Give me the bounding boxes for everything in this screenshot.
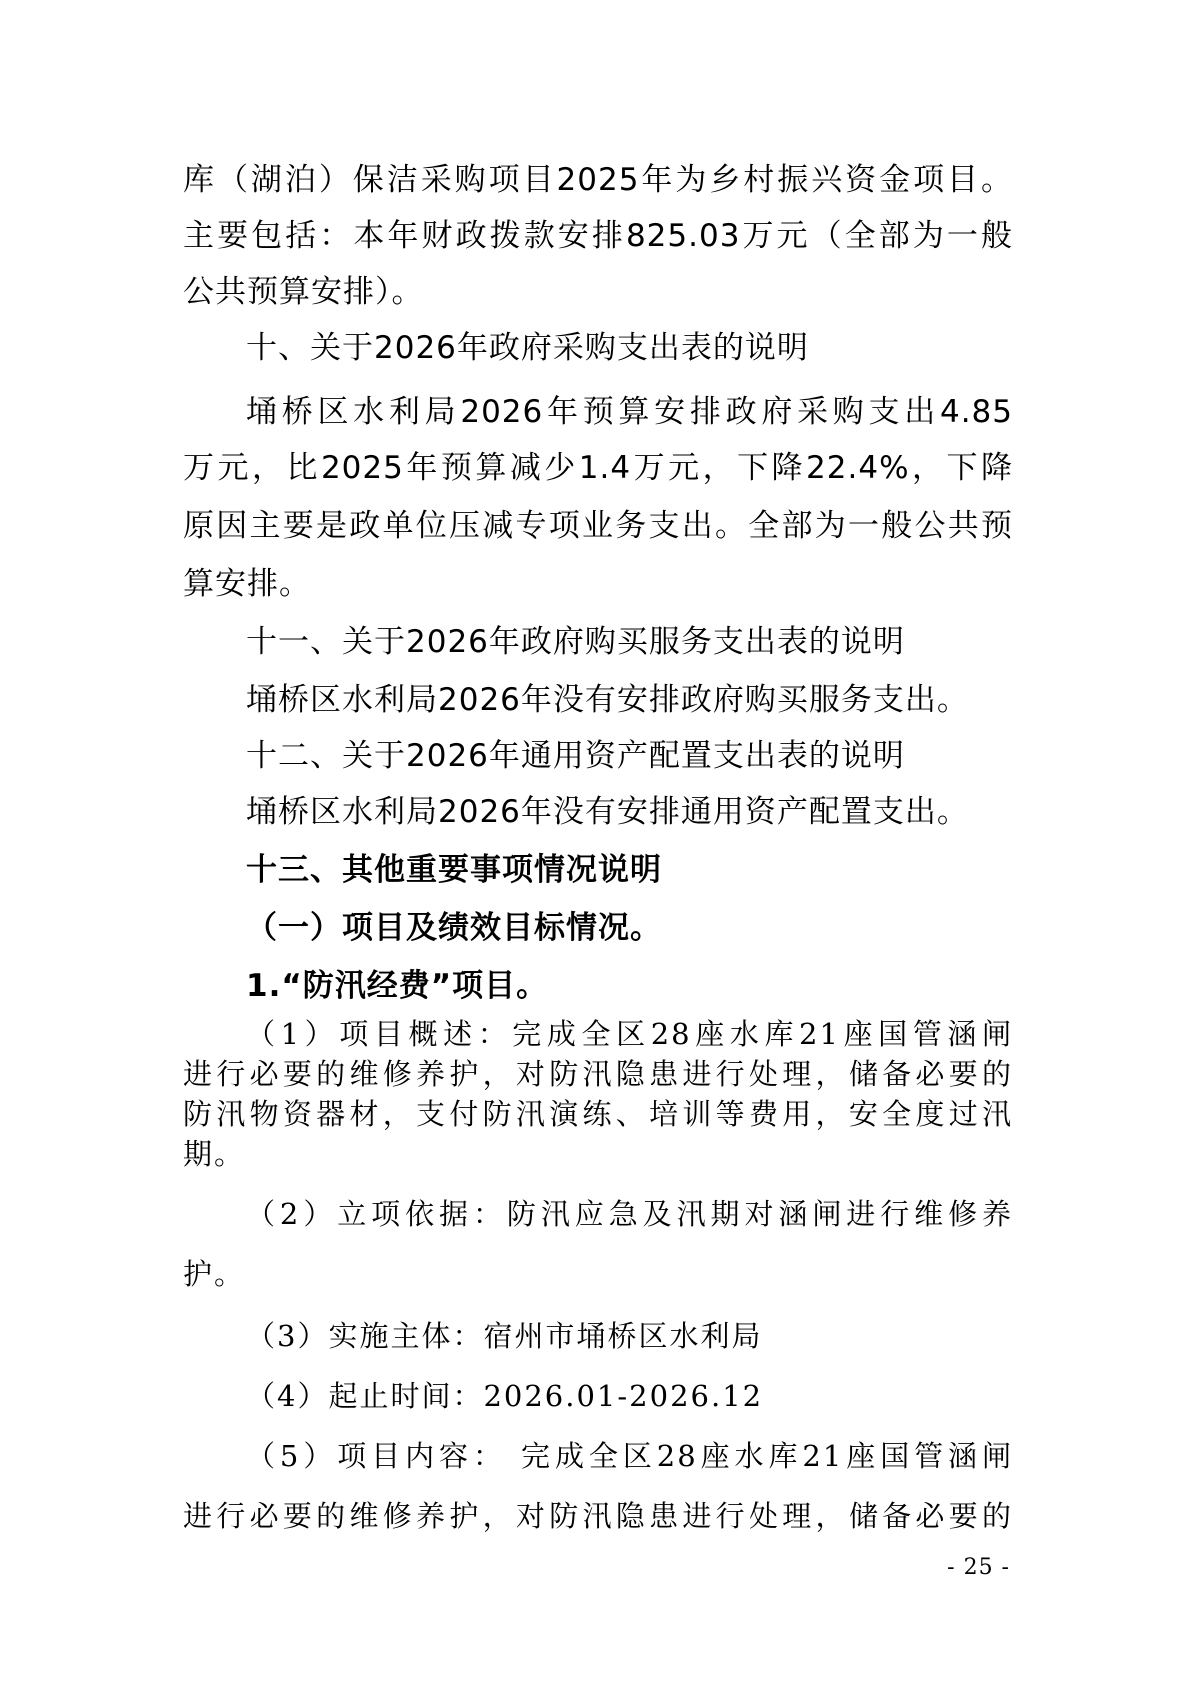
page-number: - 25 -: [947, 1555, 1010, 1580]
paragraph-line: 埇桥区水利局2026年没有安排通用资产配置支出。: [246, 794, 969, 830]
paragraph-line: 主要包括：本年财政拨款安排825.03万元（全部为一般: [183, 218, 1013, 254]
paragraph-line: 埇桥区水利局2026年没有安排政府购买服务支出。: [246, 682, 969, 718]
item-line: （5）项目内容： 完成全区28座水库21座国管涵闸: [246, 1439, 1013, 1473]
paragraph-line: 公共预算安排）。: [183, 274, 424, 310]
item-line: （4）起止时间：2026.01-2026.12: [246, 1379, 764, 1413]
paragraph-line: 万元，比2025年预算减少1.4万元，下降22.4%，下降: [183, 450, 1013, 486]
section-heading-12: 十二、关于2026年通用资产配置支出表的说明: [246, 738, 905, 774]
paragraph-line: 算安排。: [183, 566, 311, 602]
item-line: 进行必要的维修养护，对防汛隐患进行处理，储备必要的: [183, 1057, 1013, 1091]
section-heading-13: 十三、其他重要事项情况说明: [246, 852, 662, 888]
section-heading-11: 十一、关于2026年政府购买服务支出表的说明: [246, 624, 905, 660]
subsection-heading: （一）项目及绩效目标情况。: [246, 910, 662, 946]
paragraph-line: 库（湖泊）保洁采购项目2025年为乡村振兴资金项目。: [183, 162, 1013, 198]
item-line: 期。: [183, 1137, 246, 1171]
item-line: 防汛物资器材，支付防汛演练、培训等费用，安全度过汛: [183, 1097, 1013, 1131]
paragraph-line: 原因主要是政单位压减专项业务支出。全部为一般公共预: [183, 508, 1013, 544]
item-line: （3）实施主体：宿州市埇桥区水利局: [246, 1319, 763, 1353]
paragraph-line: 埇桥区水利局2026年预算安排政府采购支出4.85: [246, 394, 1013, 430]
project-title: 1.“防汛经费”项目。: [246, 968, 549, 1004]
section-heading-10: 十、关于2026年政府采购支出表的说明: [246, 330, 809, 366]
item-line: （1）项目概述：完成全区28座水库21座国管涵闸: [246, 1017, 1013, 1051]
item-line: （2）立项依据：防汛应急及汛期对涵闸进行维修养: [246, 1197, 1013, 1231]
item-line: 护。: [183, 1257, 246, 1291]
item-line: 进行必要的维修养护，对防汛隐患进行处理，储备必要的: [183, 1499, 1013, 1533]
